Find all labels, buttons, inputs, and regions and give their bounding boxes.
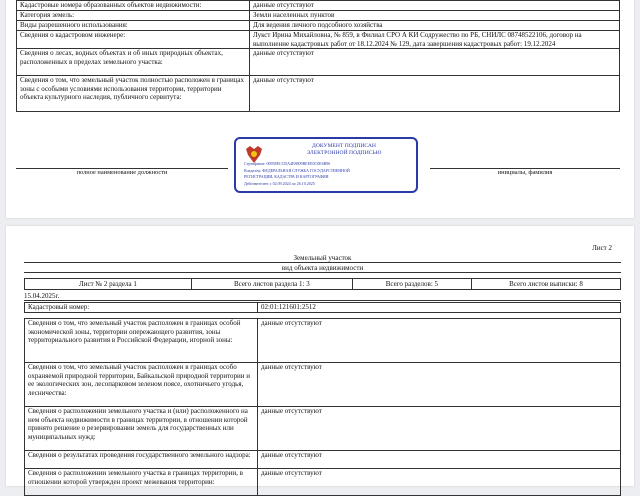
table-row (17, 1, 620, 11)
page1-table (16, 0, 620, 112)
section-header (24, 278, 621, 290)
row-value: данные отсутствуют (250, 49, 620, 76)
stamp-owner: Владелец: ФЕДЕРАЛЬНАЯ СЛУЖБА ГОСУДАРСТВЕННОЙ (244, 168, 350, 173)
row-label: Сведения о расположении земельного участка и (или) расположенного на нем объекта недвижимости в границах территории, в отношении которой принято решение о резервировании земель для государственных или муниципальных нужд: (25, 407, 258, 451)
cad-label: Кадастровый номер: (25, 303, 258, 313)
sheet-number: Лист № 2 раздела 1 (25, 279, 192, 290)
page2-table (24, 318, 621, 496)
cad-value: 02:01:121601:2512 (258, 303, 621, 313)
stamp-line-1: ДОКУМЕНТ ПОДПИСАН (312, 143, 376, 149)
table-row (25, 451, 621, 469)
row-label: Сведения о результатах проведения государственного земельного надзора: (25, 451, 258, 469)
row-label: Сведения о том, что земельный участок полностью расположен в границах зоны с особыми условиями использования территории, территории объекта культурного наследия, публичного сервитута: (17, 76, 250, 112)
sections-count: Всего разделов: 5 (352, 279, 471, 290)
table-row (17, 49, 620, 76)
row-value: данные отсутствуют (250, 1, 620, 11)
object-title: Земельный участок (24, 254, 621, 263)
name-caption: инициалы, фамилия (497, 169, 553, 176)
stamp-validity: Действителен: с 02.09.2024 по 26.10.2025 (244, 181, 315, 186)
row-label: Сведения о расположении земельного участка в границах территории, в отношении которой утвержден проект межевания территории: (25, 469, 258, 496)
extract-date: 15.04.2025г. (24, 292, 621, 301)
stamp-title (276, 143, 412, 157)
table-row (25, 319, 621, 363)
e-signature-stamp (234, 137, 418, 193)
row-value: данные отсутствуют (258, 451, 621, 469)
table-row (17, 31, 620, 49)
sheet-label: Лист 2 (592, 244, 612, 252)
row-label: Сведения о том, что земельный участок расположен в границах особой экономической зоны, территории опережающего развития, зоны территориального развития в Российской Федерации, игорной зоны: (25, 319, 258, 363)
row-value: Лукст Ирина Михайловна, № 859, в Филиал СРО А КИ Содружество по РБ, СНИЛС 08748522106, договор на выполнение кадастровых работ от 18.12.2024 № 129, дата завершения кадастровых работ: 19.12.2024 (250, 31, 620, 49)
table-row (25, 279, 621, 290)
table-row (25, 303, 621, 313)
row-value: Земли населенных пунктов (250, 11, 620, 21)
cadastral-number-row (24, 302, 621, 313)
row-value: данные отсутствуют (258, 407, 621, 451)
page-1 (6, 0, 634, 218)
stamp-cert: Сертификат: 00958ECCDA4E8809BEEE0C0E6B96 (244, 161, 331, 166)
table-row (17, 21, 620, 31)
stamp-line-2: ЭЛЕКТРОННОЙ ПОДПИСЬЮ (306, 150, 382, 156)
table-row (17, 11, 620, 21)
row-label: Виды разрешенного использования: (17, 21, 250, 31)
sheets-total: Всего листов выписки: 8 (471, 279, 620, 290)
row-label: Сведения о кадастровом инженере: (17, 31, 250, 49)
row-label: Сведения о том, что земельный участок расположен в границах особо охраняемой природной территории, Байкальской природной территории и ее экологических зон, лесопарковом зеленом поясе, охотничьего угодья, лесничества: (25, 363, 258, 407)
table-row (17, 76, 620, 112)
object-subtitle: вид объекта недвижимости (24, 264, 621, 273)
table-row (25, 469, 621, 496)
page-2 (6, 226, 634, 486)
sheets-in-section: Всего листов раздела 1: 3 (191, 279, 352, 290)
table-row (25, 407, 621, 451)
row-label: Сведения о лесах, водных объектах и об иных природных объектах, расположенных в пределах земельного участка: (17, 49, 250, 76)
row-label: Кадастровые номера образованных объектов недвижимости: (17, 1, 250, 11)
row-value: данные отсутствуют (258, 363, 621, 407)
position-caption: полное наименование должности (76, 169, 168, 176)
row-value: данные отсутствуют (258, 469, 621, 496)
stamp-owner-2: РЕГИСТРАЦИИ, КАДАСТРА И КАРТОГРАФИИ (244, 174, 329, 179)
row-value: данные отсутствуют (258, 319, 621, 363)
row-value: данные отсутствуют (250, 76, 620, 112)
row-label: Категория земель: (17, 11, 250, 21)
table-row (25, 363, 621, 407)
row-value: Для ведения личного подсобного хозяйства (250, 21, 620, 31)
